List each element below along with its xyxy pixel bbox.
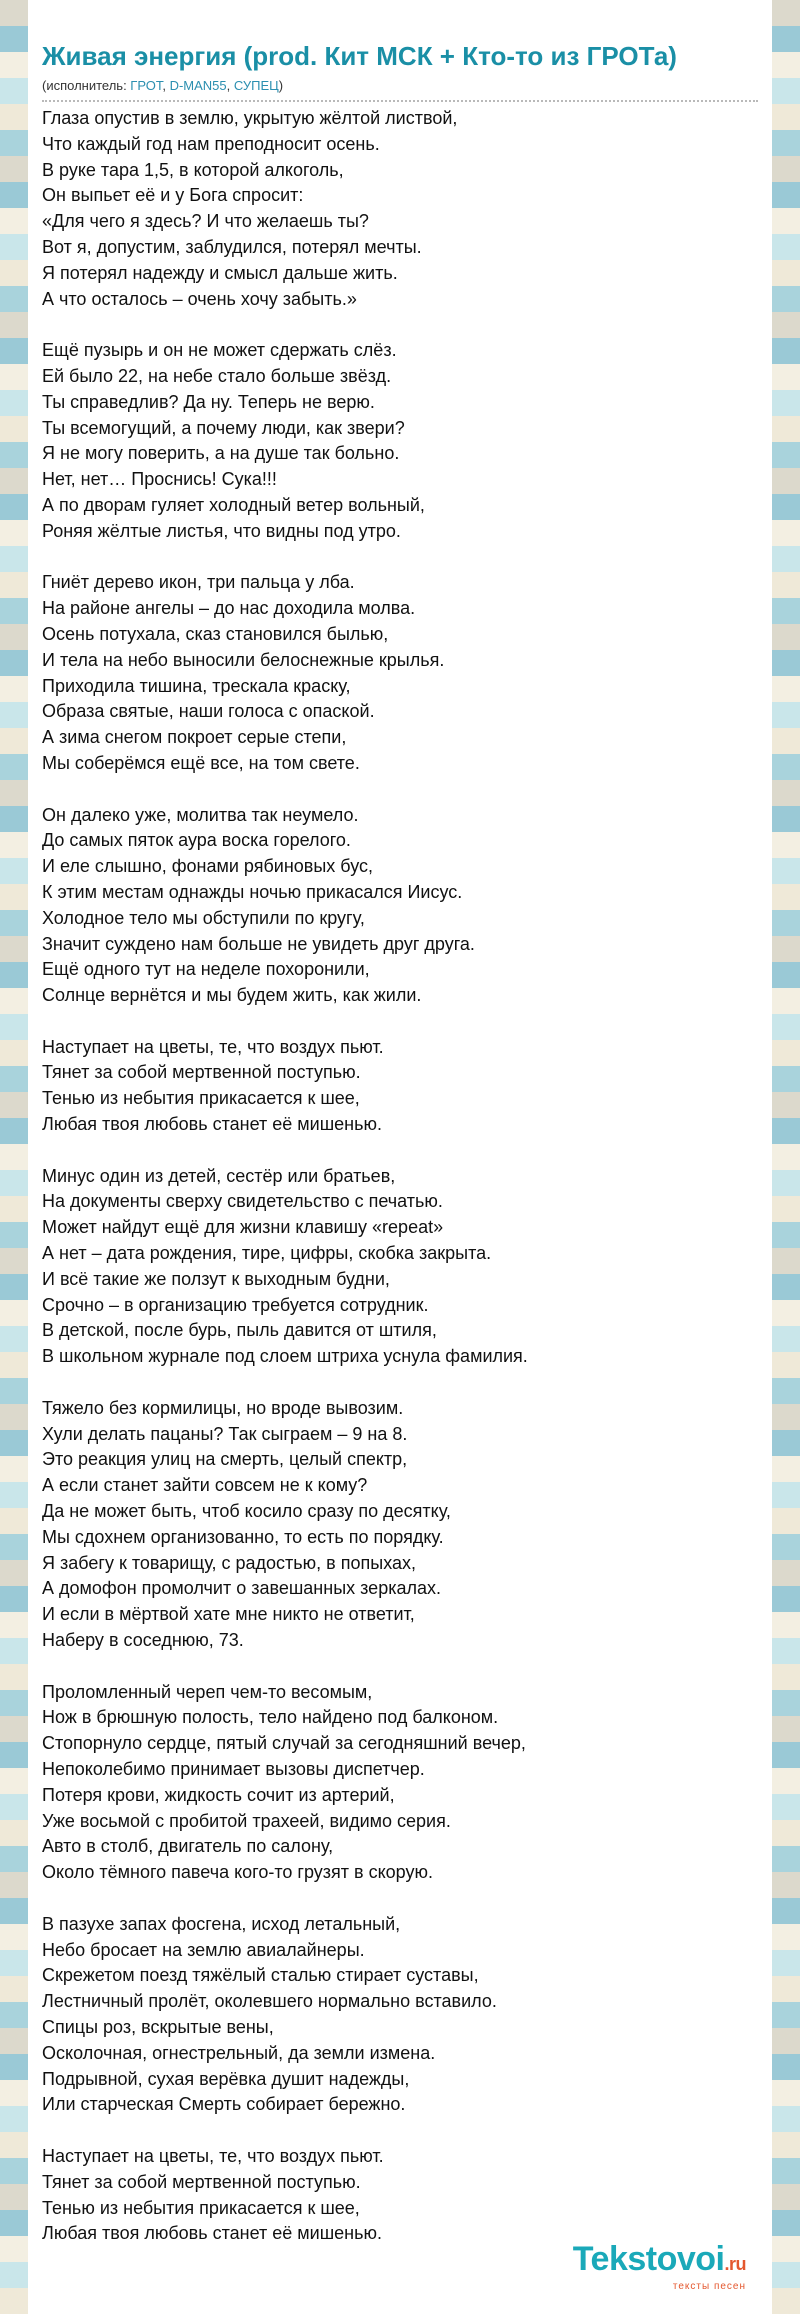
lyric-line: Я потерял надежду и смысл дальше жить. (42, 262, 398, 283)
lyric-line: Осколочная, огнестрельный, да земли измена. (42, 2042, 436, 2063)
lyric-line: А зима снегом покроет серые степи, (42, 727, 347, 748)
lyric-line: Тянет за собой мертвенной поступью. (42, 2171, 361, 2192)
site-logo-tld: .ru (724, 2254, 746, 2274)
lyric-line: Ещё одного тут на неделе похоронили, (42, 959, 370, 980)
lyric-line: Небо бросает на землю авиалайнеры. (42, 1939, 365, 1960)
lyric-line: Около тёмного павеча кого-то грузят в скорую. (42, 1862, 433, 1883)
lyric-line: Стопорнуло сердце, пятый случай за сегодняшний вечер, (42, 1733, 526, 1754)
lyric-line: До самых пяток аура воска горелого. (42, 830, 351, 851)
lyric-line: Приходила тишина, трескала краску, (42, 675, 351, 696)
lyric-line: Нет, нет… Проснись! Сука!!! (42, 469, 277, 490)
lyric-line: Это реакция улиц на смерть, целый спектр, (42, 1449, 408, 1470)
performer-link-d-man55[interactable]: D-MAN55 (169, 78, 227, 93)
lyric-line: А по дворам гуляет холодный ветер вольный, (42, 494, 425, 515)
lyric-line: Образа святые, наши голоса с опаской. (42, 701, 375, 722)
lyrics-page (28, 0, 772, 2314)
lyric-line: Тянет за собой мертвенной поступью. (42, 1062, 361, 1083)
song-title: Живая энергия (prod. Кит МСК + Кто-то из ГРОТа) (42, 41, 677, 71)
lyric-line: Я не могу поверить, а на душе так больно. (42, 443, 400, 464)
lyric-line: Скрежетом поезд тяжёлый сталью стирает суставы, (42, 1965, 479, 1986)
lyrics-stanza (42, 338, 758, 544)
performer-link-supets[interactable]: СУПЕЦ (233, 78, 279, 93)
lyric-line: Тенью из небытия прикасается к шее, (42, 1088, 360, 1109)
lyric-line: Глаза опустив в землю, укрытую жёлтой листвой, (42, 108, 458, 128)
lyrics-stanza (42, 1164, 758, 1370)
lyric-line: Холодное тело мы обступили по кругу, (42, 907, 365, 928)
lyric-line: Любая твоя любовь станет её мишенью. (42, 2223, 382, 2244)
lyric-line: Наступает на цветы, те, что воздух пьют. (42, 1036, 384, 1057)
header-divider (42, 100, 758, 102)
lyrics-stanza (42, 1396, 758, 1654)
lyric-line: Ей было 22, на небе стало больше звёзд. (42, 365, 392, 386)
lyrics-stanza (42, 803, 758, 1009)
lyric-line: Он далеко уже, молитва так неумело. (42, 804, 359, 825)
lyric-line: В руке тара 1,5, в которой алкоголь, (42, 159, 344, 180)
lyric-line: Спицы роз, вскрытые вены, (42, 2016, 274, 2037)
lyric-line: Любая твоя любовь станет её мишенью. (42, 1114, 382, 1135)
lyric-line: К этим местам однажды ночью прикасался Иисус. (42, 881, 463, 902)
lyric-line: Осень потухала, сказ становился былью, (42, 623, 389, 644)
lyric-line: Уже восьмой с пробитой трахеей, видимо серия. (42, 1810, 451, 1831)
lyric-line: А что осталось – очень хочу забыть.» (42, 288, 357, 309)
lyric-line: Непоколебимо принимает вызовы диспетчер. (42, 1759, 425, 1779)
lyric-line: На документы сверху свидетельство с печатью. (42, 1191, 443, 1212)
lyrics-stanza (42, 1035, 758, 1138)
lyric-line: Да не может быть, чтоб косило сразу по десятку, (42, 1501, 451, 1522)
lyric-line: Гниёт дерево икон, три пальца у лба. (42, 572, 355, 593)
site-logo-name: Tekstovoi.ru (572, 2240, 746, 2278)
site-logo[interactable] (573, 2240, 746, 2292)
lyric-line: Вот я, допустим, заблудился, потерял мечты. (42, 236, 422, 257)
lyrics-stanza (42, 570, 758, 776)
lyric-line: Ещё пузырь и он не может сдержать слёз. (42, 340, 397, 361)
lyric-line: А домофон промолчит о завешанных зеркалах. (42, 1578, 441, 1599)
lyric-line: И еле слышно, фонами рябиновых бус, (42, 856, 373, 877)
lyric-line: Нож в брюшную полость, тело найдено под балконом. (42, 1707, 499, 1728)
lyric-line: Мы соберёмся ещё все, на том свете. (42, 752, 360, 773)
lyric-line: А если станет зайти совсем не к кому? (42, 1475, 368, 1496)
lyric-line: Роняя жёлтые листья, что видны под утро. (42, 520, 401, 541)
lyric-line: А нет – дата рождения, тире, цифры, скобка закрыта. (42, 1243, 492, 1264)
lyric-line: Значит суждено нам больше не увидеть друг друга. (42, 933, 475, 954)
lyrics-stanza (42, 2144, 758, 2247)
lyric-line: Подрывной, сухая верёвка душит надежды, (42, 2068, 410, 2089)
lyrics-stanza (42, 1680, 758, 1886)
lyrics-text (42, 106, 758, 2273)
lyric-line: Срочно – в организацию требуется сотрудник. (42, 1294, 429, 1315)
lyric-line: Авто в столб, двигатель по салону, (42, 1836, 334, 1857)
lyric-line: Я забегу к товарищу, с радостью, в попыхах, (42, 1552, 417, 1573)
lyric-line: Он выпьет её и у Бога спросит: (42, 185, 304, 206)
lyric-line: Хули делать пацаны? Так сыграем – 9 на 8. (42, 1423, 408, 1444)
lyric-line: И всё такие же ползут к выходным будни, (42, 1268, 390, 1289)
lyrics-stanza (42, 1912, 758, 2118)
performer-prefix: (исполнитель: (42, 78, 131, 93)
lyric-line: Тяжело без кормилицы, но вроде вывозим. (42, 1397, 404, 1418)
lyric-line: В школьном журнале под слоем штриха уснула фамилия. (42, 1346, 528, 1367)
lyric-line: Ты справедлив? Да ну. Теперь не верю. (42, 391, 375, 412)
lyric-line: Тенью из небытия прикасается к шее, (42, 2197, 360, 2218)
song-header (42, 40, 758, 102)
lyric-line: Проломленный череп чем-то весомым, (42, 1681, 373, 1702)
lyric-line: В пазухе запах фосгена, исход летальный, (42, 1913, 401, 1934)
lyric-line: Лестничный пролёт, околевшего нормально вставило. (42, 1991, 497, 2012)
lyric-line: Наберу в соседнюю, 73. (42, 1630, 244, 1651)
lyric-line: Или старческая Смерть собирает бережно. (42, 2094, 406, 2115)
lyric-line: И если в мёртвой хате мне никто не ответит, (42, 1604, 415, 1625)
performer-line: (исполнитель: ГРОТ, D-MAN55, СУПЕЦ) (42, 78, 284, 93)
lyric-line: Ты всемогущий, а почему люди, как звери? (42, 417, 405, 438)
site-logo-tagline: тексты песен (672, 2281, 746, 2292)
lyric-line: Минус один из детей, сестёр или братьев, (42, 1165, 396, 1186)
lyric-line: «Для чего я здесь? И что желаешь ты? (42, 211, 369, 232)
lyric-line: Мы сдохнем организованно, то есть по порядку. (42, 1526, 444, 1547)
lyrics-stanza (42, 106, 758, 312)
lyric-line: Солнце вернётся и мы будем жить, как жили. (42, 985, 422, 1006)
lyric-line: И тела на небо выносили белоснежные крылья. (42, 649, 445, 670)
performer-link-grot[interactable]: ГРОТ (130, 78, 163, 93)
lyric-line: В детской, после бурь, пыль давится от штиля, (42, 1320, 437, 1341)
lyric-line: Потеря крови, жидкость сочит из артерий, (42, 1784, 395, 1805)
lyric-line: На районе ангелы – до нас доходила молва. (42, 598, 416, 619)
lyric-line: Может найдут ещё для жизни клавишу «repeat» (42, 1217, 444, 1238)
lyric-line: Что каждый год нам преподносит осень. (42, 133, 380, 154)
lyric-line: Наступает на цветы, те, что воздух пьют. (42, 2145, 384, 2166)
performer-suffix: ) (278, 78, 284, 93)
